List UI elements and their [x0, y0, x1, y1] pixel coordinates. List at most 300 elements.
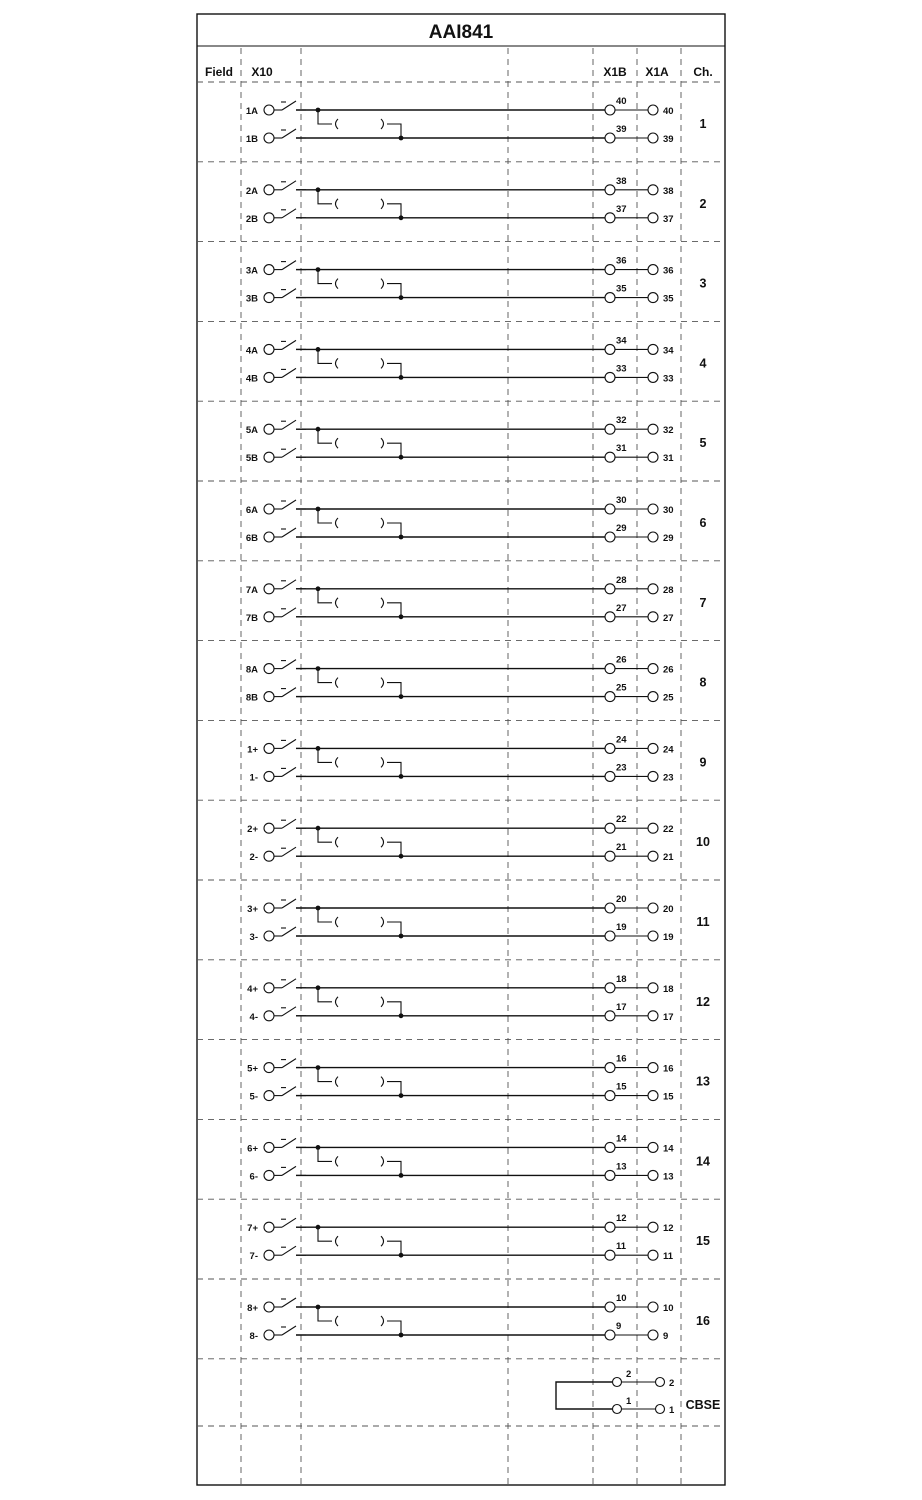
contact-arc-b [381, 358, 384, 368]
contact-arc-a [336, 518, 339, 528]
x1b-terminal-number: 11 [616, 1241, 627, 1253]
x1a-terminal-number: 28 [663, 584, 674, 596]
x10-terminal-a [264, 424, 274, 434]
branch-a [318, 1227, 332, 1241]
x1b-terminal-number: 21 [616, 842, 627, 854]
x1a-terminal [648, 532, 658, 542]
x1a-terminal [648, 1302, 658, 1312]
x1b-terminal-number: 36 [616, 255, 627, 267]
x1b-terminal [605, 293, 615, 303]
channel-number: 4 [699, 356, 707, 371]
channel-number: 12 [696, 994, 710, 1009]
branch-a [318, 908, 332, 922]
x10-terminal-a [264, 584, 274, 594]
terminal-label-a: 5+ [247, 1063, 258, 1075]
contact-arc-a [336, 678, 339, 688]
x1b-terminal [605, 185, 615, 195]
cbse-x1a-number: 2 [669, 1378, 675, 1389]
x1a-terminal-number: 25 [663, 692, 674, 704]
terminal-label-b: 1- [249, 772, 258, 784]
branch-a [318, 589, 332, 603]
dashed-grid [197, 48, 725, 1484]
x1a-terminal [648, 1222, 658, 1232]
branch-a [318, 828, 332, 842]
x1a-terminal [648, 1250, 658, 1260]
branch-b [387, 922, 401, 936]
branch-b [387, 1321, 401, 1335]
terminal-label-a: 3+ [247, 904, 258, 915]
x1a-terminal-number: 20 [663, 904, 674, 915]
x1a-terminal-number: 23 [663, 772, 674, 784]
contact-arc-a [336, 1236, 339, 1246]
cbse-loop-wire [556, 1382, 612, 1409]
x1a-terminal-number: 18 [663, 983, 674, 995]
terminal-label-b: 6- [249, 1171, 258, 1183]
x1b-terminal-number: 29 [616, 523, 627, 534]
x1b-terminal-number: 30 [616, 495, 627, 506]
branch-b [387, 363, 401, 377]
x10-terminal-a [264, 504, 274, 514]
x1b-terminal-number: 19 [616, 922, 627, 933]
contact-arc-a [336, 837, 339, 847]
x1a-terminal-number: 29 [663, 533, 674, 544]
x1b-terminal-number: 26 [616, 654, 627, 666]
channel-9 [247, 734, 706, 783]
x1b-terminal-number: 22 [616, 814, 627, 826]
terminal-label-b: 2- [249, 852, 258, 864]
x1b-terminal [605, 532, 615, 542]
terminal-label-a: 1+ [247, 744, 258, 756]
cbse-x1a-terminal [656, 1405, 665, 1414]
terminal-label-a: 3A [245, 265, 258, 277]
x1a-terminal-number: 12 [663, 1223, 674, 1235]
x1a-terminal-number: 21 [663, 852, 674, 864]
channel-number: 10 [696, 835, 710, 850]
x1a-terminal [648, 664, 658, 674]
channel-13 [247, 1054, 710, 1103]
channel-10 [247, 814, 710, 863]
x10-terminal-a [264, 823, 274, 833]
branch-a [318, 190, 332, 204]
contact-arc-b [381, 917, 384, 927]
x10-terminal-b [264, 133, 274, 143]
x1b-terminal-number: 35 [616, 283, 627, 295]
x1b-terminal-number: 28 [616, 574, 627, 586]
terminal-label-a: 2+ [247, 824, 258, 836]
x1b-terminal [605, 344, 615, 354]
contact-arc-a [336, 757, 339, 767]
channel-number: 7 [699, 595, 707, 610]
branch-b [387, 603, 401, 617]
x1a-terminal [648, 1063, 658, 1073]
cbse-x1a-number: 1 [669, 1405, 675, 1416]
x1a-terminal [648, 584, 658, 594]
x10-terminal-a [264, 344, 274, 354]
x1a-terminal [648, 105, 658, 115]
x1b-terminal-number: 33 [616, 363, 627, 375]
x1a-terminal-number: 39 [663, 134, 674, 145]
cbse-x1b-number: 1 [626, 1396, 632, 1407]
x1a-terminal-number: 24 [663, 744, 674, 756]
contact-arc-a [336, 598, 339, 608]
x1a-terminal [648, 504, 658, 514]
contact-arc-b [381, 598, 384, 608]
header-field: Field [204, 65, 234, 79]
branch-a [318, 429, 332, 443]
branch-a [318, 270, 332, 284]
channel-number: 8 [699, 675, 707, 690]
channel-15 [247, 1213, 710, 1262]
x1a-terminal [648, 931, 658, 941]
x1a-terminal-number: 9 [663, 1331, 669, 1342]
x1a-terminal [648, 1011, 658, 1021]
x1a-terminal [648, 903, 658, 913]
contact-arc-a [336, 358, 339, 368]
x10-terminal-a [264, 743, 274, 753]
cbse-x1a-terminal [656, 1378, 665, 1387]
diagram-title: AAI841 [428, 22, 494, 43]
x1a-terminal-number: 17 [663, 1011, 674, 1023]
branch-b [387, 443, 401, 457]
branch-a [318, 1147, 332, 1161]
x1b-terminal [605, 692, 615, 702]
x1a-terminal [648, 851, 658, 861]
x1b-terminal-number: 15 [616, 1081, 627, 1093]
x1b-terminal [605, 1170, 615, 1180]
x1a-terminal-number: 38 [663, 185, 674, 197]
x10-terminal-b [264, 1170, 274, 1180]
channel-12 [247, 974, 710, 1023]
x1a-terminal [648, 823, 658, 833]
x1a-terminal [648, 452, 658, 462]
branch-b [387, 762, 401, 776]
x1a-terminal [648, 1170, 658, 1180]
terminal-label-b: 7- [249, 1251, 258, 1263]
terminal-label-b: 3- [249, 932, 258, 943]
branch-b [387, 842, 401, 856]
x10-terminal-a [264, 903, 274, 913]
branch-b [387, 1241, 401, 1255]
x1a-terminal-number: 35 [663, 293, 674, 305]
contact-arc-b [381, 1316, 384, 1326]
contact-arc-a [336, 438, 339, 448]
x10-terminal-a [264, 185, 274, 195]
contact-arc-a [336, 1156, 339, 1166]
contact-arc-b [381, 997, 384, 1007]
x1a-terminal [648, 372, 658, 382]
x1b-terminal-number: 23 [616, 762, 627, 774]
terminal-label-b: 4- [249, 1011, 258, 1023]
branch-a [318, 748, 332, 762]
x1b-terminal [605, 584, 615, 594]
diagram-frame [197, 14, 725, 1485]
x10-terminal-a [264, 1142, 274, 1152]
x1a-terminal-number: 36 [663, 265, 674, 277]
x1b-terminal-number: 10 [616, 1293, 627, 1304]
contact-arc-a [336, 1077, 339, 1087]
x1b-terminal-number: 24 [616, 734, 627, 746]
x1a-terminal [648, 1330, 658, 1340]
branch-a [318, 988, 332, 1002]
x1b-terminal [605, 1063, 615, 1073]
x1a-terminal-number: 26 [663, 664, 674, 676]
header-x10: X10 [251, 65, 273, 79]
header-x1a: X1A [645, 65, 669, 79]
x1a-terminal-number: 19 [663, 932, 674, 943]
x1b-terminal-number: 32 [616, 415, 627, 427]
contact-arc-b [381, 279, 384, 289]
contact-arc-b [381, 1236, 384, 1246]
cbse-label: CBSE [685, 1398, 721, 1412]
channel-number: 14 [696, 1154, 710, 1169]
contact-arc-b [381, 837, 384, 847]
x1a-terminal [648, 133, 658, 143]
terminal-label-a: 6+ [247, 1143, 258, 1155]
x1b-terminal [605, 983, 615, 993]
x10-terminal-a [264, 664, 274, 674]
contact-arc-b [381, 1077, 384, 1087]
x1b-terminal [605, 903, 615, 913]
terminal-label-b: 8- [249, 1331, 258, 1342]
channel-number: 16 [696, 1314, 710, 1328]
x1b-terminal-number: 34 [616, 335, 627, 347]
x1b-terminal [605, 1302, 615, 1312]
x1b-terminal-number: 9 [616, 1321, 622, 1332]
x1b-terminal-number: 12 [616, 1213, 627, 1225]
x10-terminal-b [264, 771, 274, 781]
x10-terminal-b [264, 213, 274, 223]
x1b-terminal [605, 133, 615, 143]
terminal-label-b: 8B [245, 692, 258, 704]
cbse-block [556, 1369, 720, 1416]
x1b-terminal [605, 1091, 615, 1101]
x10-terminal-b [264, 1011, 274, 1021]
x1a-terminal-number: 32 [663, 425, 674, 437]
x10-terminal-a [264, 1222, 274, 1232]
x10-terminal-b [264, 532, 274, 542]
terminal-label-b: 6B [245, 533, 258, 544]
contact-arc-a [336, 917, 339, 927]
contact-arc-b [381, 678, 384, 688]
x1b-terminal-number: 31 [616, 443, 627, 455]
channel-number: 5 [699, 436, 707, 451]
x1a-terminal [648, 265, 658, 275]
channel-14 [247, 1133, 710, 1182]
channel-number: 2 [699, 196, 707, 211]
x1b-terminal [605, 105, 615, 115]
terminal-label-b: 2B [245, 213, 258, 225]
x10-terminal-b [264, 372, 274, 382]
contact-arc-b [381, 119, 384, 129]
terminal-label-b: 4B [245, 373, 258, 385]
x1b-terminal [605, 213, 615, 223]
x10-terminal-a [264, 265, 274, 275]
x1b-terminal-number: 40 [616, 96, 627, 107]
channel-number: 6 [699, 516, 707, 530]
x1a-terminal [648, 293, 658, 303]
x1a-terminal [648, 344, 658, 354]
x1a-terminal-number: 37 [663, 213, 674, 225]
x1b-terminal [605, 851, 615, 861]
cbse-x1b-terminal [613, 1405, 622, 1414]
cbse-x1b-terminal [613, 1378, 622, 1387]
header-ch: Ch. [693, 65, 713, 79]
x1b-terminal-number: 27 [616, 602, 627, 614]
channel-11 [247, 894, 709, 943]
x1a-terminal [648, 1091, 658, 1101]
x1b-terminal [605, 771, 615, 781]
branch-b [387, 204, 401, 218]
contact-arc-b [381, 757, 384, 767]
branch-a [318, 110, 332, 124]
branch-b [387, 683, 401, 697]
terminal-label-b: 1B [245, 134, 258, 145]
x1a-terminal [648, 743, 658, 753]
x10-terminal-b [264, 452, 274, 462]
contact-arc-b [381, 1156, 384, 1166]
x1a-terminal [648, 612, 658, 622]
contact-arc-a [336, 119, 339, 129]
x10-terminal-b [264, 931, 274, 941]
terminal-label-a: 7+ [247, 1223, 258, 1235]
x1a-terminal-number: 30 [663, 505, 674, 516]
channel-number: 13 [696, 1074, 710, 1089]
x1b-terminal [605, 372, 615, 382]
channel-number: 3 [699, 276, 707, 291]
x1a-terminal-number: 22 [663, 824, 674, 836]
x1b-terminal [605, 743, 615, 753]
channel-number: 1 [699, 117, 707, 131]
branch-a [318, 509, 332, 523]
terminal-label-a: 2A [245, 185, 258, 197]
contact-arc-b [381, 438, 384, 448]
x1a-terminal [648, 185, 658, 195]
x10-terminal-a [264, 1063, 274, 1073]
branch-a [318, 349, 332, 363]
x10-terminal-a [264, 105, 274, 115]
x10-terminal-b [264, 1091, 274, 1101]
x10-terminal-b [264, 1330, 274, 1340]
x1a-terminal-number: 15 [663, 1091, 674, 1103]
branch-b [387, 1002, 401, 1016]
terminal-label-a: 8A [245, 664, 258, 676]
x1b-terminal-number: 37 [616, 203, 627, 215]
x1a-terminal-number: 27 [663, 612, 674, 624]
x1b-terminal-number: 14 [616, 1133, 627, 1145]
x1a-terminal [648, 983, 658, 993]
terminal-label-a: 4+ [247, 983, 258, 995]
branch-b [387, 124, 401, 138]
x1b-terminal [605, 424, 615, 434]
terminal-label-b: 7B [245, 612, 258, 624]
x10-terminal-b [264, 851, 274, 861]
branch-a [318, 1068, 332, 1082]
x10-terminal-a [264, 1302, 274, 1312]
x1a-terminal-number: 16 [663, 1063, 674, 1075]
x1a-terminal [648, 692, 658, 702]
x1b-terminal-number: 25 [616, 682, 627, 694]
x1b-terminal [605, 931, 615, 941]
terminal-label-b: 3B [245, 293, 258, 305]
branch-a [318, 1307, 332, 1321]
terminal-label-a: 4A [245, 345, 258, 357]
channel-16 [247, 1293, 710, 1342]
x10-terminal-a [264, 983, 274, 993]
x1a-terminal [648, 1142, 658, 1152]
channel-number: 15 [696, 1234, 710, 1249]
x1b-terminal [605, 1250, 615, 1260]
branch-b [387, 284, 401, 298]
x1b-terminal [605, 1330, 615, 1340]
x1a-terminal-number: 14 [663, 1143, 674, 1155]
x1b-terminal [605, 612, 615, 622]
x1a-terminal [648, 213, 658, 223]
channel-number: 9 [699, 755, 707, 770]
x1a-terminal-number: 33 [663, 373, 674, 385]
terminal-label-a: 7A [245, 584, 258, 596]
x1a-terminal [648, 771, 658, 781]
contact-arc-a [336, 1316, 339, 1326]
header-x1b: X1B [603, 65, 627, 79]
x1b-terminal [605, 504, 615, 514]
x1a-terminal-number: 34 [663, 345, 674, 357]
contact-arc-a [336, 199, 339, 209]
x1b-terminal-number: 20 [616, 894, 627, 905]
x1a-terminal-number: 31 [663, 453, 674, 465]
terminal-label-b: 5B [245, 453, 258, 465]
branch-b [387, 1082, 401, 1096]
channel-blocks [246, 96, 710, 1342]
x1a-terminal-number: 40 [663, 106, 674, 117]
x10-terminal-b [264, 692, 274, 702]
x1b-terminal [605, 1222, 615, 1232]
x1b-terminal [605, 823, 615, 833]
contact-arc-b [381, 518, 384, 528]
x1b-terminal [605, 1142, 615, 1152]
contact-arc-a [336, 997, 339, 1007]
cbse-x1b-number: 2 [626, 1369, 632, 1380]
x1a-terminal [648, 424, 658, 434]
branch-b [387, 1161, 401, 1175]
contact-arc-b [381, 199, 384, 209]
x1b-terminal-number: 17 [616, 1001, 627, 1013]
x1b-terminal-number: 38 [616, 175, 627, 187]
terminal-label-a: 1A [245, 106, 258, 117]
terminal-label-b: 5- [249, 1091, 258, 1103]
terminal-label-a: 5A [245, 425, 258, 437]
x1a-terminal-number: 11 [663, 1251, 674, 1263]
branch-b [387, 523, 401, 537]
x1b-terminal-number: 13 [616, 1161, 627, 1173]
terminal-label-a: 6A [245, 505, 258, 516]
x1b-terminal-number: 16 [616, 1053, 627, 1065]
x10-terminal-b [264, 1250, 274, 1260]
terminal-label-a: 8+ [247, 1303, 258, 1314]
x1b-terminal-number: 18 [616, 973, 627, 985]
x1a-terminal-number: 10 [663, 1303, 674, 1314]
x10-terminal-b [264, 612, 274, 622]
x1b-terminal [605, 265, 615, 275]
x1b-terminal [605, 1011, 615, 1021]
x1a-terminal-number: 13 [663, 1171, 674, 1183]
x1b-terminal [605, 452, 615, 462]
channel-number: 11 [696, 915, 710, 929]
x1b-terminal-number: 39 [616, 124, 627, 135]
x1b-terminal [605, 664, 615, 674]
x10-terminal-b [264, 293, 274, 303]
branch-a [318, 669, 332, 683]
contact-arc-a [336, 279, 339, 289]
